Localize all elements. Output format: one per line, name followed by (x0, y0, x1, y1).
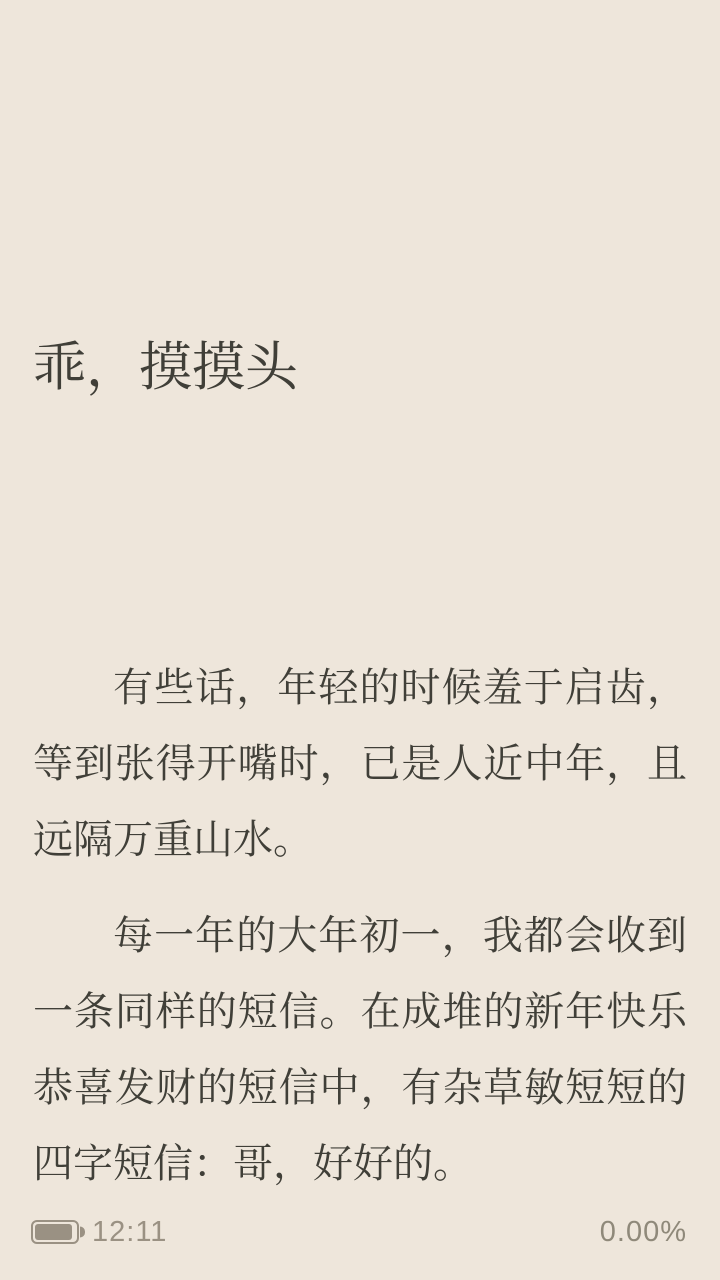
status-left-group (31, 1216, 167, 1249)
chapter-content (33, 650, 687, 1222)
battery-nub (80, 1227, 85, 1238)
chapter-title: 乖，摸摸头 (33, 338, 298, 397)
battery-icon (31, 1220, 79, 1244)
clock-time: 12:11 (92, 1215, 168, 1248)
reading-progress: 0.00% (599, 1215, 687, 1248)
status-bar (31, 1212, 687, 1252)
paragraph-1: 有些话，年轻的时候羞于启齿，等到张得开嘴时，已是人近中年，且远隔万重山水。 (33, 666, 687, 862)
battery-fill (35, 1224, 72, 1240)
paragraph-2: 每一年的大年初一，我都会收到一条同样的短信。在成堆的新年快乐恭喜发财的短信中，有杂草敏短短的四字短信：哥，好好的。 (33, 914, 687, 1186)
